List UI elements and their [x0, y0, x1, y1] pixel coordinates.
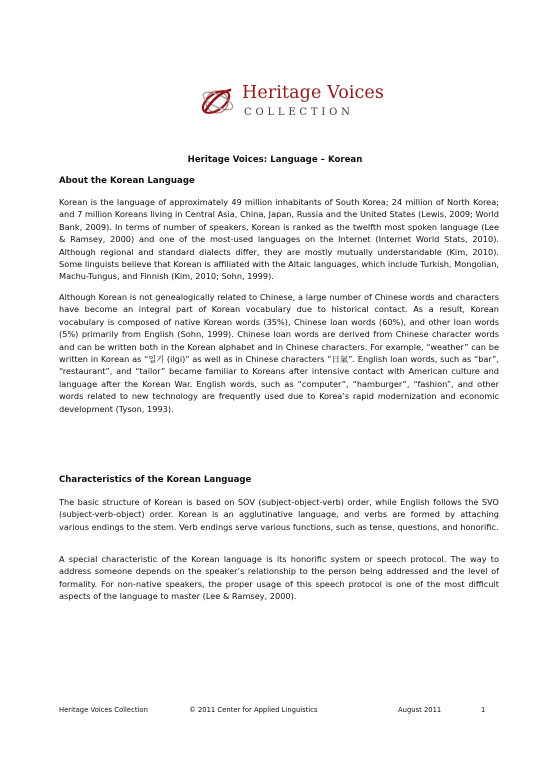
heritage-voices-logo [196, 76, 384, 140]
footer-copyright: © 2011 Center for Applied Linguistics [189, 706, 318, 714]
footer-collection: Heritage Voices Collection [59, 706, 148, 714]
section-heading-characteristics: Characteristics of the Korean Language [59, 475, 252, 485]
section-heading-about: About the Korean Language [59, 176, 195, 186]
paragraph-characteristics-2: A special characteristic of the Korean language is its honorific system or speech protocol. The way to address someone depends on the speaker’s relationship to the person being addressed and the level of formality. For non-native speakers, the proper usage of this speech protocol is one of the most difficult aspects of the language to master (Lee & Ramsey, 2000). [59, 554, 499, 602]
paragraph-characteristics-1: The basic structure of Korean is based on SOV (subject-object-verb) order, while English follows the SVO (subject-verb-object) order. Korean is an agglutinative language, and verbs are formed by attaching various endings to the stem. Verb endings serve various functions, such as tense, questions, and honorific. [59, 497, 499, 532]
paragraph-about-1: Korean is the language of approximately 49 million inhabitants of South Korea; 24 million of North Korea; and 7 million Koreans living in Central Asia, China, Japan, Russia and the United States (Lewis, 2009; World Bank, 2009). In terms of number of speakers, Korean is ranked as the twelfth most spoken language (Lee & Ramsey, 2000) and one of the most-used languages on the Internet (Internet World Stats, 2010). Although regional and standard dialects differ, they are mostly mutually understandable (Kim, 2010). Some linguists believe that Korean is affiliated with the Altaic languages, which include Turkish, Mongolian, Machu-Tungus, and Finnish (Kim, 2010; Sohn, 1999). [59, 197, 499, 282]
logo-title: Heritage Voices [242, 83, 384, 103]
logo-subtitle: COLLECTION [244, 107, 354, 118]
footer-date: August 2011 [398, 706, 442, 714]
paragraph-about-2: Although Korean is not genealogically related to Chinese, a large number of Chinese words and characters have become an integral part of Korean vocabulary due to historical contact. As a result, Korean vocabulary is composed of native Korean words (35%), Chinese loan words (60%), and other loan words (5%) primarily from English (Sohn, 1999). Chinese loan words are derived from Chinese character words and can be written both in the Korean alphabet and in Chinese characters. For example, “weather” can be written in Korean as “일기 (ilgi)” as well as in Chinese characters “日氣”. English loan words, such as “bar”, “restaurant”, and “tailor” became familiar to Koreans after intensive contact with American culture and language after the Korean War. English words, such as “computer”, “hamburger”, “fashion”, and other words related to new technology are frequently used due to Korea’s rapid modernization and economic development (Tyson, 1993). [59, 292, 499, 414]
document-title: Heritage Voices: Language – Korean [187, 155, 363, 165]
footer-page-number: 1 [481, 706, 486, 714]
logo-emblem-icon [196, 80, 240, 124]
